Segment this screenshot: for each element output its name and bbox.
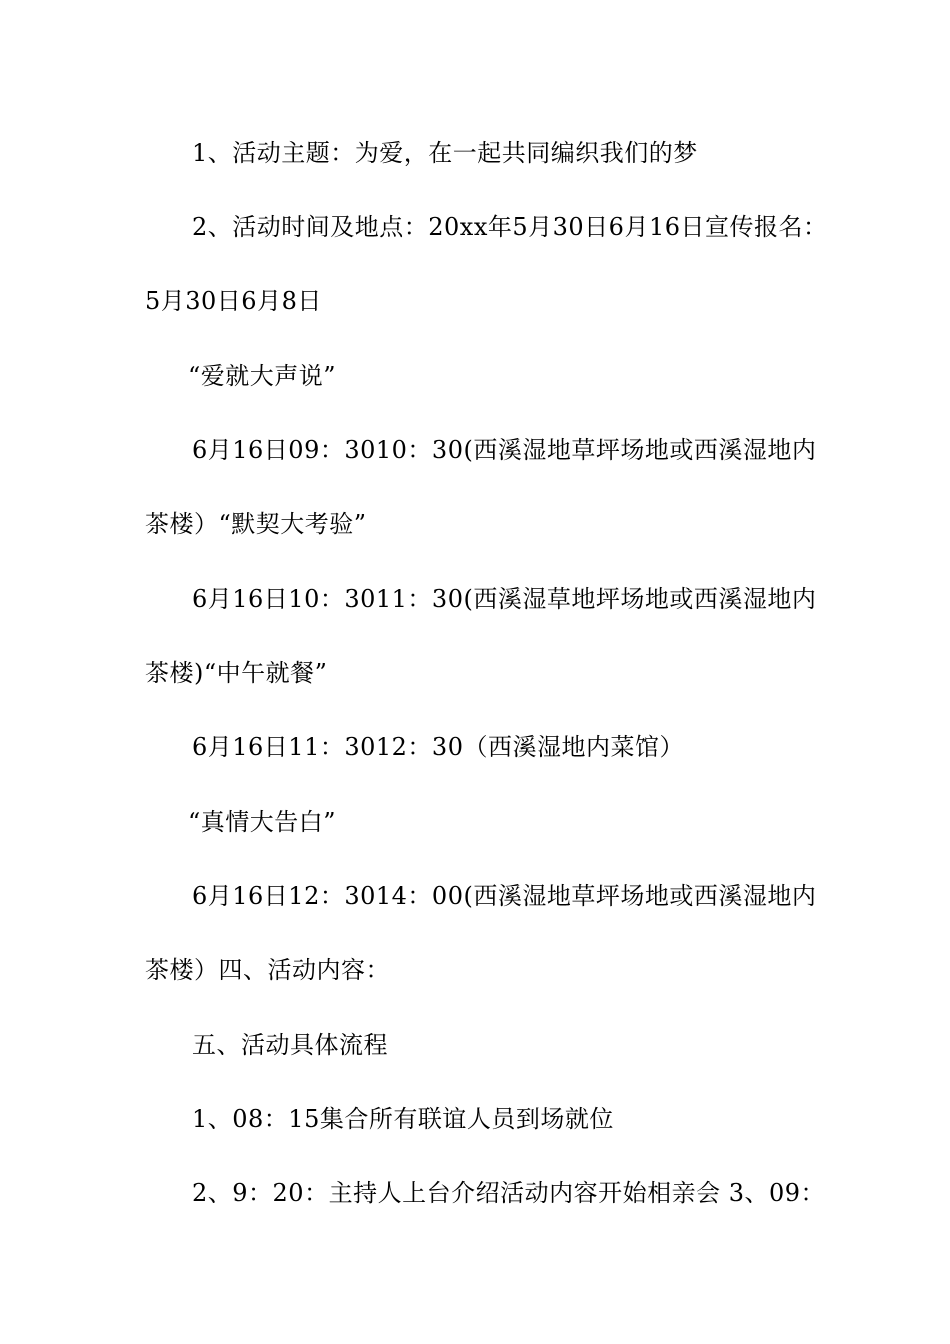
schedule-line: 6月16日10：3011：30(西溪湿草地坪场地或西溪湿地内	[192, 585, 817, 613]
session-title-line: “真情大告白”	[188, 808, 337, 836]
activity-theme-line: 1、活动主题：为爱，在一起共同编织我们的梦	[192, 139, 698, 167]
schedule-continuation-line: 茶楼)“中午就餐”	[145, 659, 328, 687]
schedule-continuation-line: 茶楼）四、活动内容：	[145, 956, 390, 984]
activity-time-place-line: 2、活动时间及地点：20xx年5月30日6月16日宣传报名：	[192, 213, 828, 241]
procedure-step-line: 1、08：15集合所有联谊人员到场就位	[192, 1105, 614, 1133]
schedule-line: 6月16日09：3010：30(西溪湿地草坪场地或西溪湿地内	[192, 436, 817, 464]
section-heading-line: 五、活动具体流程	[192, 1031, 388, 1059]
schedule-line: 6月16日11：3012：30（西溪湿地内菜馆）	[192, 733, 684, 761]
session-title-line: “爱就大声说”	[188, 362, 337, 390]
schedule-continuation-line: 茶楼）“默契大考验”	[145, 510, 367, 538]
procedure-step-line: 2、9：20：主持人上台介绍活动内容开始相亲会 3、09：	[192, 1179, 826, 1207]
schedule-line: 6月16日12：3014：00(西溪湿地草坪场地或西溪湿地内	[192, 882, 817, 910]
registration-dates-line: 5月30日6月8日	[145, 287, 322, 315]
